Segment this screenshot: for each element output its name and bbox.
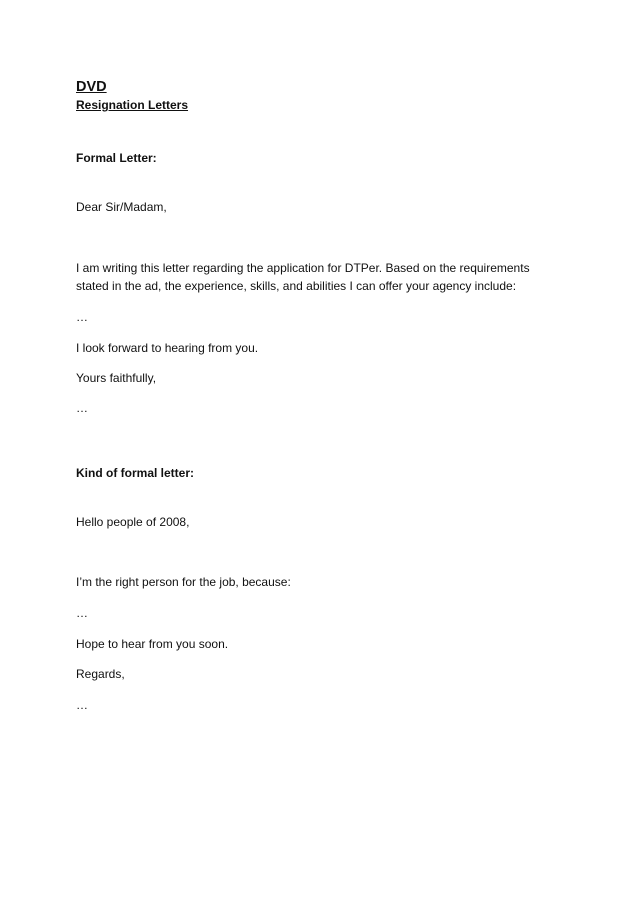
informal-closing-sentence: Hope to hear from you soon. (76, 637, 229, 651)
formal-ellipsis: … (76, 310, 88, 324)
kind-of-formal-letter-heading: Kind of formal letter: (76, 466, 195, 480)
formal-body-line: I am writing this letter regarding the application for DTPer. Based on the requirements (76, 261, 530, 275)
informal-body: I’m the right person for the job, because: (76, 575, 291, 589)
formal-letter-heading: Formal Letter: (76, 151, 157, 165)
informal-ellipsis: … (76, 606, 88, 620)
informal-signature-ellipsis: … (76, 698, 88, 712)
formal-closing-sentence: I look forward to hearing from you. (76, 341, 259, 355)
document-subtitle: Resignation Letters (76, 98, 189, 112)
formal-salutation: Dear Sir/Madam, (76, 200, 167, 214)
document-title: DVD (76, 79, 107, 95)
formal-sign-off: Yours faithfully, (76, 371, 157, 385)
formal-signature-ellipsis: … (76, 401, 88, 415)
formal-body-line: stated in the ad, the experience, skills, and abilities I can offer your agency include: (76, 279, 517, 293)
informal-sign-off: Regards, (76, 667, 125, 681)
informal-salutation: Hello people of 2008, (76, 515, 190, 529)
formal-body-paragraph (76, 259, 546, 295)
